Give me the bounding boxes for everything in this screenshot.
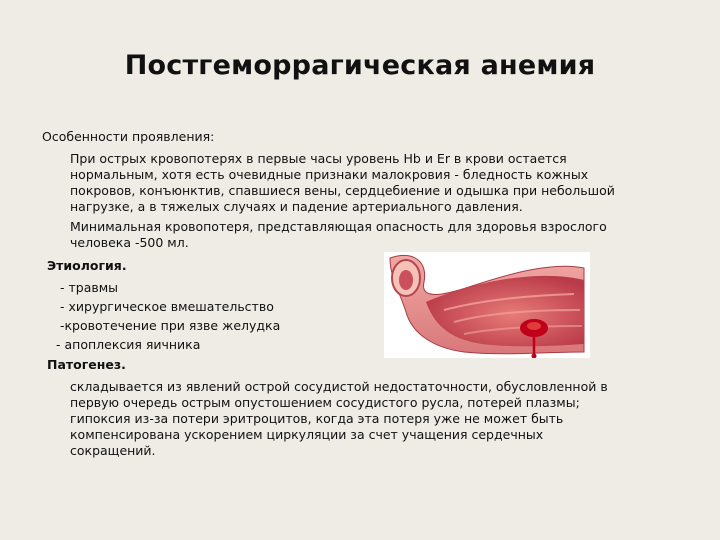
features-heading: Особенности проявления: bbox=[42, 129, 215, 144]
features-line: покровов, конъюнктив, спавшиеся вены, сердцебиение и одышка при небольшой bbox=[70, 183, 615, 198]
slide-title: Постгеморрагическая анемия bbox=[124, 50, 596, 81]
features-line: При острых кровопотерях в первые часы уровень Hb и Er в крови остается bbox=[70, 151, 567, 166]
features-line: человека -500 мл. bbox=[70, 235, 189, 250]
etiology-item: - хирургическое вмешательство bbox=[60, 299, 274, 314]
pathogenesis-heading: Патогенез. bbox=[47, 357, 126, 372]
features-line: Минимальная кровопотеря, представляющая опасность для здоровья взрослого bbox=[70, 219, 607, 234]
pathogenesis-line: сокращений. bbox=[70, 443, 156, 458]
pathogenesis-line: складывается из явлений острой сосудистой недостаточности, обусловленной в bbox=[70, 379, 608, 394]
pathogenesis-line: первую очередь острым опустошением сосудистого русла, потерей плазмы; bbox=[70, 395, 580, 410]
features-line: нагрузке, а в тяжелых случаях и падение артериального давления. bbox=[70, 199, 523, 214]
features-line: нормальным, хотя есть очевидные признаки малокровия - бледность кожных bbox=[70, 167, 589, 182]
pathogenesis-line: гипоксия из-за потери эритроцитов, когда эта потеря уже не может быть bbox=[70, 411, 564, 426]
etiology-item: -кровотечение при язве желудка bbox=[60, 318, 281, 333]
bleeding-stomach-ulcer-illustration bbox=[384, 252, 590, 358]
etiology-item: - травмы bbox=[60, 280, 119, 295]
pathogenesis-line: компенсирована ускорением циркуляции за счет учащения сердечных bbox=[70, 427, 544, 442]
etiology-heading: Этиология. bbox=[47, 258, 127, 273]
stomach-ulcer-image bbox=[384, 252, 590, 358]
etiology-item: - апоплексия яичника bbox=[56, 337, 201, 352]
